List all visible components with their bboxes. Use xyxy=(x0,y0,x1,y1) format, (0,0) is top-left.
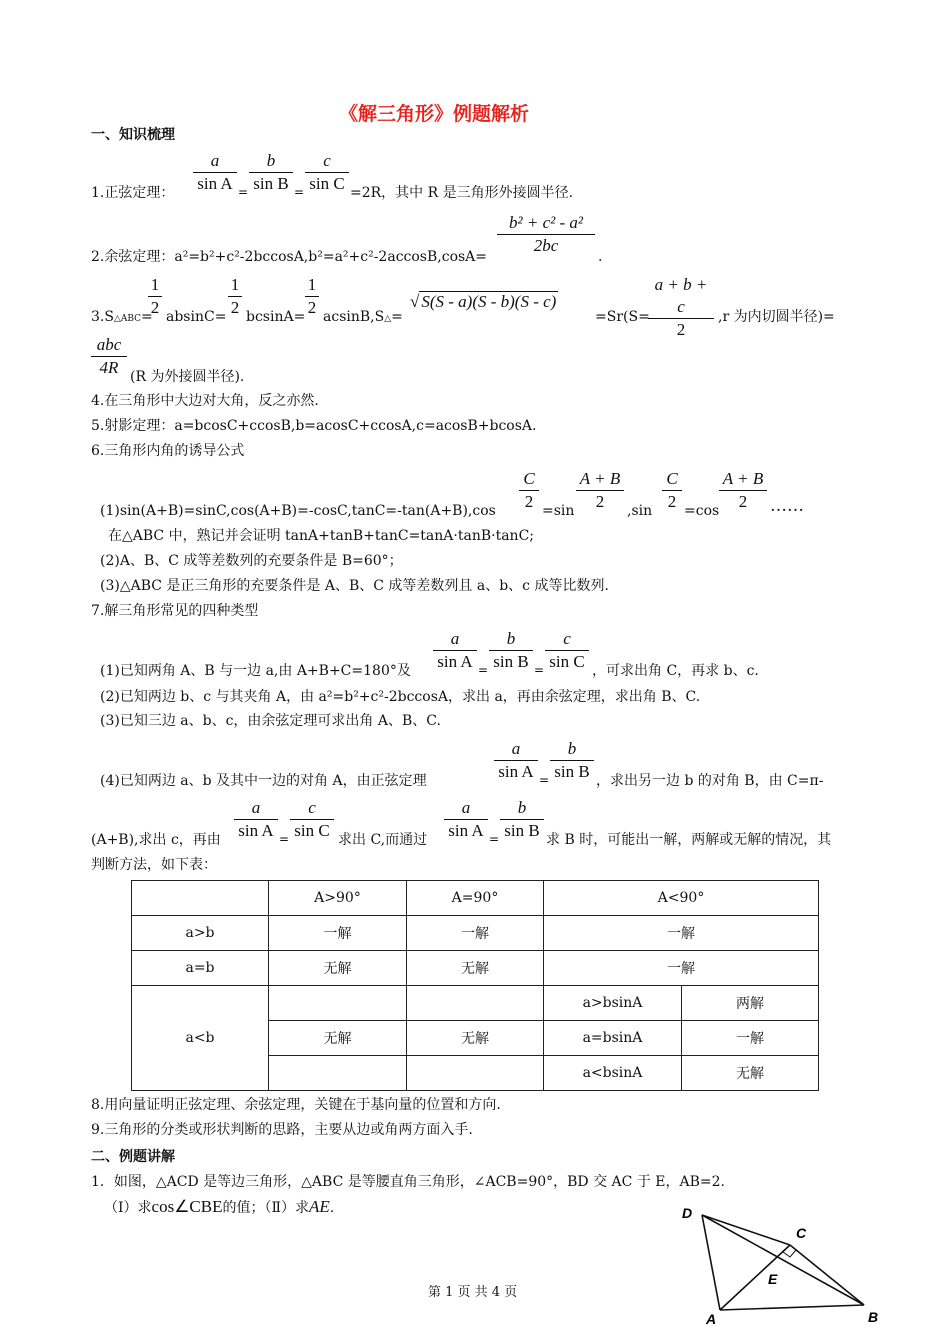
item7-line1b: ，可求出角 C，再求 b、c. xyxy=(592,663,759,679)
table-cell: 无解 xyxy=(269,951,407,986)
table-header: A>90° xyxy=(269,881,407,916)
frac-abc-4R: abc 4R xyxy=(91,334,127,379)
table-cell: a<bsinA xyxy=(544,1056,682,1091)
example1-line1: 1．如图，△ACD 是等边三角形，△ABC 是等腰直角三角形，∠ACB=90°，BD 交 AC 于 E，AB=2. xyxy=(91,1174,725,1190)
item3-part6: (R 为外接圆半径). xyxy=(130,369,245,385)
solution-count-table xyxy=(131,880,819,1091)
item7-line3: (3)已知三边 a、b、c，由余弦定理可求出角 A、B、C. xyxy=(100,713,441,729)
item6-line3: (2)A、B、C 成等差数列的充要条件是 B=60°； xyxy=(100,553,403,569)
table-cell: a=b xyxy=(132,951,269,986)
label-E: E xyxy=(768,1271,778,1287)
item6-line2: 在△ABC 中，熟记并会证明 tanA+tanB+tanC=tanA·tanB·tanC; xyxy=(108,528,535,544)
frac-half-1: $\frac{1}{2}$ xyxy=(148,274,162,319)
eq-sign: = xyxy=(238,185,249,199)
item3-part5: ,r 为内切圆半径)= xyxy=(718,309,835,325)
segment-AC xyxy=(720,1245,790,1310)
frac-a-sinA: $\frac{a}{\text{sin A}}$ xyxy=(193,150,237,195)
eq-sign: = xyxy=(489,832,500,846)
label-A: A xyxy=(706,1311,717,1327)
table-cell: a=bsinA xyxy=(544,1021,682,1056)
item1-label: 1.正弦定理： xyxy=(91,185,175,201)
table-row xyxy=(132,881,819,916)
eq-sign: = xyxy=(279,832,290,846)
triangle-figure xyxy=(672,1200,892,1330)
frac-b-sinB: $\frac{b}{\text{sin B}}$ xyxy=(249,150,293,195)
frac-AB-2-a: $\frac{A + B}{2}$ xyxy=(576,468,624,513)
label-B: B xyxy=(868,1309,879,1325)
section-heading-1: 一、知识梳理 xyxy=(91,127,175,143)
item7-line6: 判断方法，如下表： xyxy=(91,857,217,873)
table-cell xyxy=(407,1056,544,1091)
label-C: C xyxy=(796,1225,807,1241)
table-cell: 无解 xyxy=(407,1021,544,1056)
table-cell: a>bsinA xyxy=(544,986,682,1021)
item2-label: 2.余弦定理：a²=b²+c²-2bccosA,b²=a²+c²-2accosB,cosA= xyxy=(91,249,488,265)
item2-end: . xyxy=(598,249,603,265)
table-header: A=90° xyxy=(407,881,544,916)
frac-C-2-b: $\frac{C}{2}$ xyxy=(662,468,682,513)
item6-line1a: (1)sin(A+B)=sinC,cos(A+B)=-cosC,tanC=-tan(A+B),cos xyxy=(100,503,496,519)
table-cell: 一解 xyxy=(407,916,544,951)
eq-sign: = xyxy=(478,663,489,677)
frac-half-2: $\frac{1}{2}$ xyxy=(228,274,242,319)
eq-sign: = xyxy=(539,773,550,787)
page-title: 《解三角形》例题解析 xyxy=(339,103,530,125)
segment-DA xyxy=(702,1215,720,1310)
item7-line1a: (1)已知两角 A、B 与一边 a,由 A+B+C=180°及 xyxy=(100,663,411,679)
table-row xyxy=(132,986,819,1021)
table-cell xyxy=(407,986,544,1021)
item6-line4: (3)△ABC 是正三角形的充要条件是 A、B、C 成等差数列且 a、b、c 成等比数列. xyxy=(100,578,609,594)
table-cell: 一解 xyxy=(544,951,819,986)
segment-DC xyxy=(702,1215,790,1245)
item6-line1d: =cos xyxy=(684,503,720,519)
frac-b-sinB-3: $\frac{b}{\text{sin B}}$ xyxy=(550,738,594,783)
table-row xyxy=(132,916,819,951)
table-header: A<90° xyxy=(544,881,819,916)
segment-DB xyxy=(702,1215,864,1305)
section-heading-2: 二、例题讲解 xyxy=(91,1149,175,1165)
frac-b-sinB-2: $\frac{b}{\text{sin B}}$ xyxy=(489,628,533,673)
item3-part2: bcsinA= xyxy=(246,309,306,325)
item3-part4: =Sr(S= xyxy=(595,309,650,325)
page-footer: 第 1 页 共 4 页 xyxy=(428,1285,518,1300)
item7-line4b: ，求出另一边 b 的对角 B，由 C=π- xyxy=(596,773,824,789)
right-angle-mark xyxy=(783,1250,796,1257)
item6-line1b: =sin xyxy=(542,503,575,519)
item3-part1: absinC= xyxy=(166,309,227,325)
item4: 4.在三角形中大边对大角，反之亦然. xyxy=(91,393,319,409)
item6-line1c: ,sin xyxy=(627,503,653,519)
item7-line5a: (A+B),求出 c，再由 xyxy=(91,832,221,848)
frac-half-3: $\frac{1}{2}$ xyxy=(305,274,319,319)
frac-a-sinA-4: $\frac{a}{\text{sin A}}$ xyxy=(234,797,278,842)
table-cell: a<b xyxy=(132,986,269,1091)
segment-AB xyxy=(720,1305,864,1310)
item6-ellipsis: …… xyxy=(770,496,804,516)
item7-label: 7.解三角形常见的四种类型 xyxy=(91,603,259,619)
eq-sign: = xyxy=(294,185,305,199)
table-cell: 无解 xyxy=(682,1056,819,1091)
frac-c-sinC-2: $\frac{c}{\text{sin C}}$ xyxy=(545,628,589,673)
table-cell xyxy=(132,881,269,916)
item6-label: 6.三角形内角的诱导公式 xyxy=(91,443,245,459)
table-cell: 一解 xyxy=(544,916,819,951)
frac-AB-2-b: $\frac{A + B}{2}$ xyxy=(719,468,767,513)
frac-a-sinA-3: $\frac{a}{\text{sin A}}$ xyxy=(494,738,538,783)
item1-rest: =2R，其中 R 是三角形外接圆半径. xyxy=(350,185,574,201)
frac-a-sinA-2: $\frac{a}{\text{sin A}}$ xyxy=(433,628,477,673)
item3-label: 3.S△ABC= xyxy=(91,309,153,325)
item9: 9.三角形的分类或形状判断的思路，主要从边或角两方面入手. xyxy=(91,1122,473,1138)
item7-line2: (2)已知两边 b、c 与其夹角 A，由 a²=b²+c²-2bccosA，求出 a，再由余弦定理，求出角 B、C. xyxy=(100,689,701,705)
heron-sqrt: √ S(S - a)(S - b)(S - c) xyxy=(410,292,557,311)
item7-line5c: 求 B 时，可能出一解，两解或无解的情况，其 xyxy=(546,832,832,848)
frac-c-sinC-3: $\frac{c}{\text{sin C}}$ xyxy=(290,797,334,842)
table-cell xyxy=(269,1056,407,1091)
item7-line4a: (4)已知两边 a、b 及其中一边的对角 A，由正弦定理 xyxy=(100,773,427,789)
frac-a-sinA-5: $\frac{a}{\text{sin A}}$ xyxy=(444,797,488,842)
label-D: D xyxy=(682,1205,693,1221)
table-cell: a>b xyxy=(132,916,269,951)
frac-cosA: $\frac{\text{b² + c² - a²}}{2bc}$ xyxy=(497,212,595,257)
table-cell: 两解 xyxy=(682,986,819,1021)
eq-sign: = xyxy=(534,663,545,677)
item8: 8.用向量证明正弦定理、余弦定理，关键在于基向量的位置和方向. xyxy=(91,1097,501,1113)
segment-CB xyxy=(790,1245,864,1305)
table-row xyxy=(132,951,819,986)
table-cell: 无解 xyxy=(269,1021,407,1056)
table-cell: 一解 xyxy=(682,1021,819,1056)
table-cell xyxy=(269,986,407,1021)
example1-line2: （Ⅰ）求cos∠CBE的值；（Ⅱ）求AE. xyxy=(104,1197,335,1216)
item3-part3: acsinB,S△= xyxy=(323,309,403,325)
item5: 5.射影定理：a=bcosC+ccosB,b=acosC+ccosA,c=acosB+bcosA. xyxy=(91,418,537,434)
frac-semi-perimeter: $\frac{a + b + c}{2}$ xyxy=(648,274,714,341)
table-cell: 无解 xyxy=(407,951,544,986)
frac-b-sinB-4: $\frac{b}{\text{sin B}}$ xyxy=(500,797,544,842)
frac-c-sinC: $\frac{c}{\text{sin C}}$ xyxy=(305,150,349,195)
item7-line5b: 求出 C,而通过 xyxy=(338,832,428,848)
frac-C-2-a: $\frac{C}{2}$ xyxy=(519,468,539,513)
table-cell: 一解 xyxy=(269,916,407,951)
